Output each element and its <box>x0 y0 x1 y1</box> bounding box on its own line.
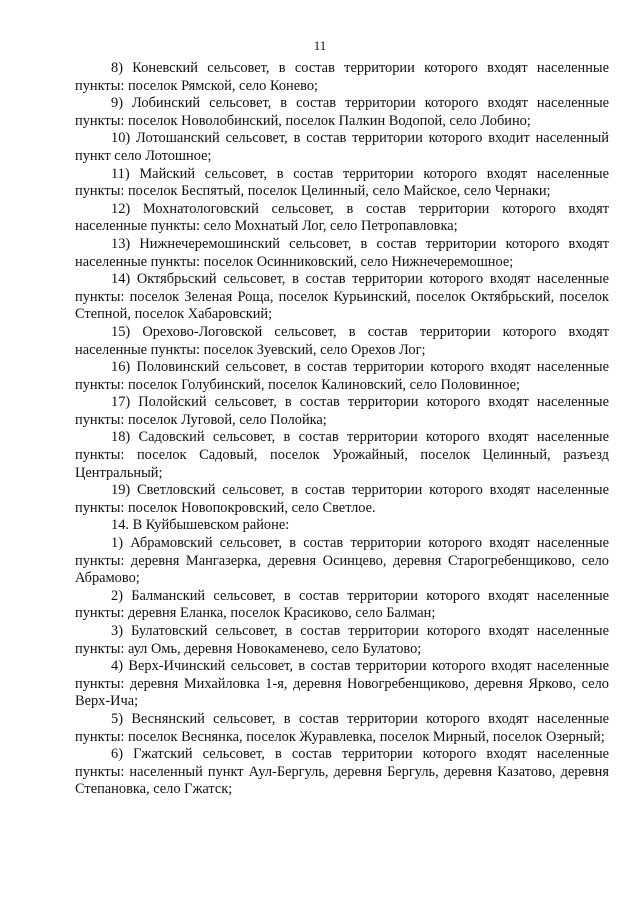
paragraph-item-17: 17) Полойский сельсовет, в состав территории которого входят населенные пункты: поселок Луговой, село Полойка; <box>75 394 609 428</box>
paragraph-item-9: 9) Лобинский сельсовет, в состав территории которого входят населенные пункты: поселок Новолобинский, поселок Палкин Водопой, село Лобино; <box>75 95 609 129</box>
paragraph-item-10: 10) Лотошанский сельсовет, в состав территории которого входит населенный пункт село Лотошное; <box>75 130 609 164</box>
paragraph-item-11: 11) Майский сельсовет, в состав территории которого входят населенные пункты: поселок Беспятый, поселок Целинный, село Майское, село Чернаки; <box>75 165 609 200</box>
paragraph-item-18: 18) Садовский сельсовет, в состав территории которого входят населенные пункты: поселок Садовый, поселок Урожайный, поселок Целинный, разъезд Центральный; <box>75 429 609 481</box>
paragraph-item-8: 8) Коневский сельсовет, в состав территории которого входят населенные пункты: поселок Рямской, село Конево; <box>75 60 609 94</box>
paragraph-item-6: 6) Гжатский сельсовет, в состав территории которого входят населенные пункты: населенный пункт Аул-Бергуль, деревня Бергуль, деревня Казатово, деревня Степановка, село Гжатск; <box>75 746 609 798</box>
paragraph-item-14: 14) Октябрьский сельсовет, в состав территории которого входят населенные пункты: поселок Зеленая Роща, поселок Курьинский, поселок Октябрьский, поселок Степной, поселок Хабаровский; <box>75 271 609 323</box>
page-number: 11 <box>313 38 327 53</box>
paragraph-item-5: 5) Веснянский сельсовет, в состав территории которого входят населенные пункты: поселок Веснянка, поселок Журавлевка, поселок Мирный, поселок Озерный; <box>75 710 609 745</box>
paragraph-item-15: 15) Орехово-Логовской сельсовет, в состав территории которого входят населенные пункты: поселок Зуевский, село Орехов Лог; <box>75 323 609 358</box>
document-body <box>75 60 609 799</box>
paragraph-item-13: 13) Нижнечеремошинский сельсовет, в состав территории которого входят населенные пункты: поселок Осинниковский, село Нижнечеремошное; <box>75 235 609 270</box>
paragraph-item-12: 12) Мохнатологовский сельсовет, в состав территории которого входят населенные пункты: село Мохнатый Лог, село Петропавловка; <box>75 200 609 235</box>
paragraph-item-16: 16) Половинский сельсовет, в состав территории которого входят населенные пункты: поселок Голубинский, поселок Калиновский, село Половинное; <box>75 359 609 393</box>
paragraph-item-2: 2) Балманский сельсовет, в состав территории которого входят населенные пункты: деревня Еланка, поселок Красиково, село Балман; <box>75 587 609 622</box>
paragraph-item-1: 1) Абрамовский сельсовет, в состав территории которого входят населенные пункты: деревня Мангазерка, деревня Осинцево, деревня Старогребенщиково, село Абрамово; <box>75 535 609 587</box>
section-heading-14: 14. В Куйбышевском районе: <box>111 517 290 534</box>
paragraph-item-19: 19) Светловский сельсовет, в состав территории которого входят населенные пункты: поселок Новопокровский, село Светлое. <box>75 482 609 516</box>
paragraph-item-4: 4) Верх-Ичинский сельсовет, в состав территории которого входят населенные пункты: деревня Михайловка 1-я, деревня Новогребенщиково, деревня Ярково, село Верх-Ича; <box>75 658 609 710</box>
paragraph-item-3: 3) Булатовский сельсовет, в состав территории которого входят населенные пункты: аул Омь, деревня Новокаменево, село Булатово; <box>75 623 609 657</box>
